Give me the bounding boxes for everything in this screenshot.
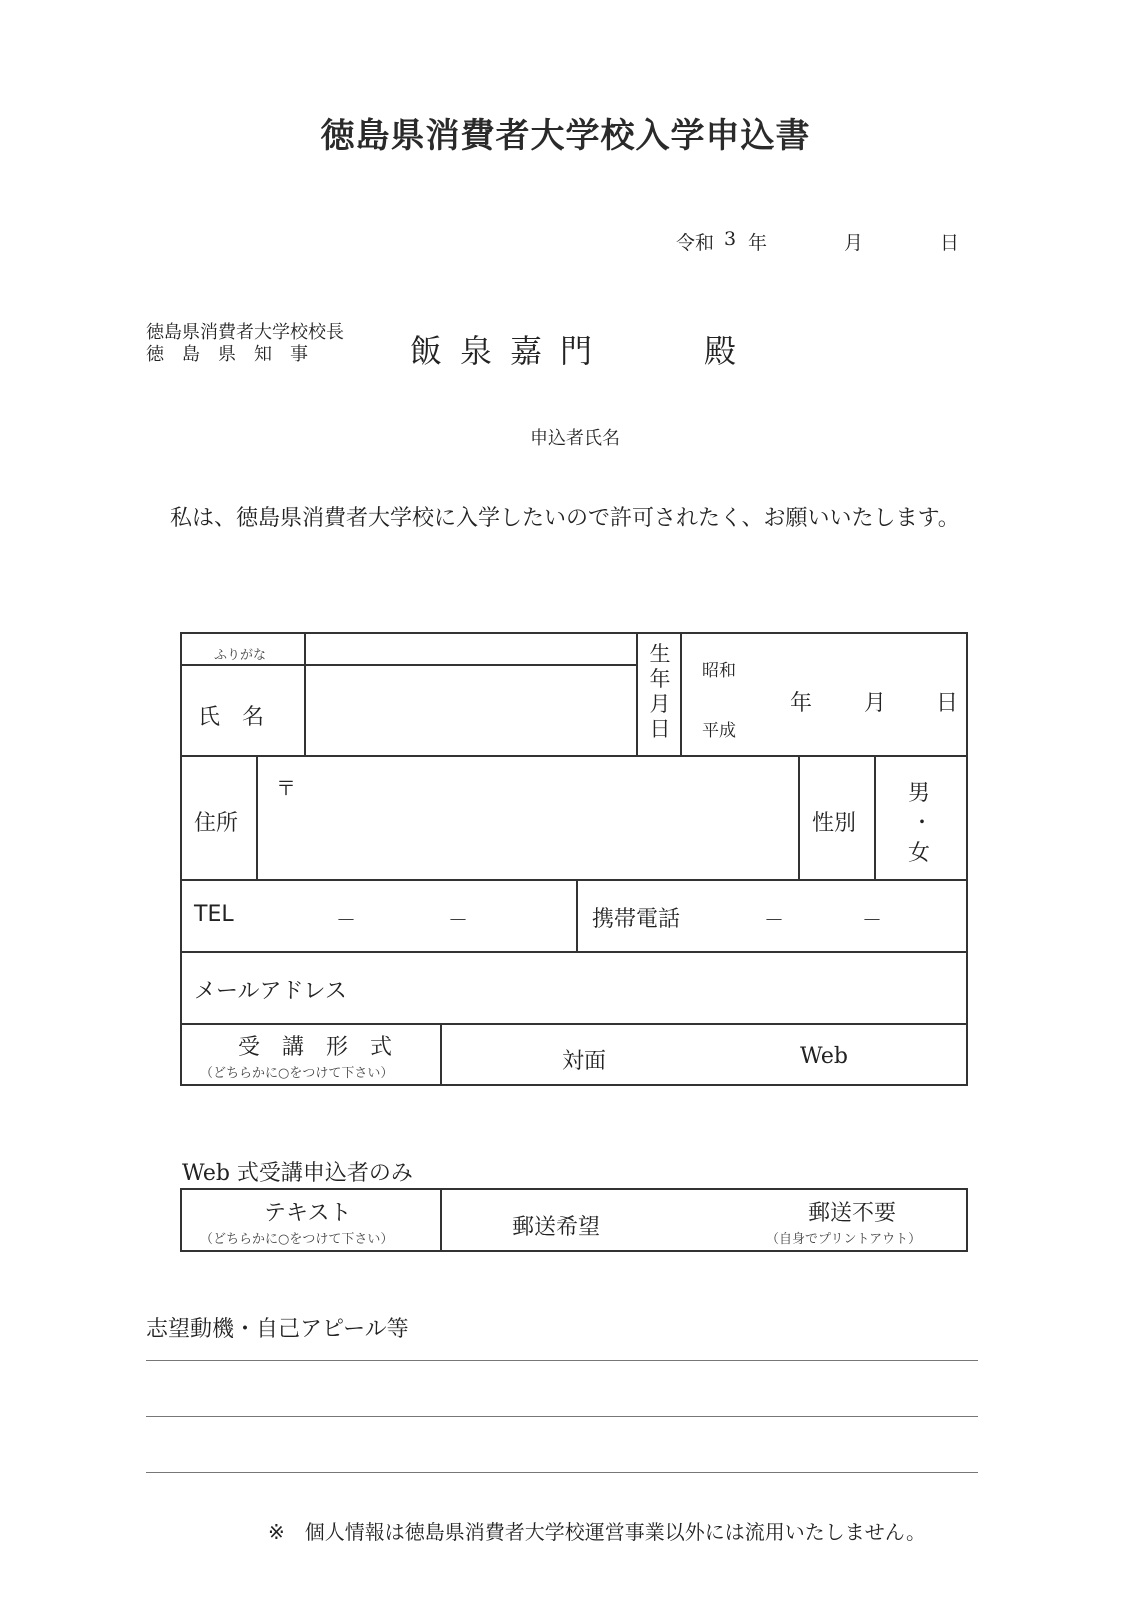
text-option-no-mail[interactable]: 郵送不要	[808, 1201, 897, 1226]
date-day-label: 日	[940, 232, 960, 254]
date-era: 令和	[676, 232, 715, 254]
mobile-dash-2: －	[862, 908, 882, 932]
col-divider	[440, 1023, 442, 1086]
gender-female[interactable]: 女	[908, 841, 931, 866]
motivation-label: 志望動機・自己アピール等	[146, 1317, 409, 1342]
course-format-label: 受 講 形 式	[238, 1035, 393, 1060]
date-year: 3	[724, 228, 737, 250]
tel-dash-1: －	[336, 908, 356, 932]
address-field[interactable]	[258, 757, 796, 877]
date-year-label: 年	[748, 232, 768, 254]
gender-male[interactable]: 男	[908, 781, 931, 806]
date-month-label: 月	[844, 232, 864, 254]
postal-mark: 〒	[276, 776, 296, 800]
col-divider	[576, 879, 578, 951]
mobile-label: 携帯電話	[592, 907, 681, 932]
birth-month-label: 月	[864, 691, 887, 716]
addressee-honorific: 殿	[704, 332, 737, 370]
text-note: （どちらかに○をつけて下さい）	[200, 1232, 394, 1247]
course-option-web[interactable]: Web	[800, 1044, 848, 1069]
birth-year-label: 年	[790, 691, 813, 716]
text-option-no-mail-note: （自身でプリントアウト）	[766, 1232, 922, 1247]
course-format-note: （どちらかに○をつけて下さい）	[200, 1066, 394, 1081]
furigana-field[interactable]	[306, 636, 634, 664]
col-divider	[798, 755, 800, 879]
tel-field[interactable]	[182, 881, 574, 949]
mobile-dash-1: －	[764, 908, 784, 932]
request-text: 私は、徳島県消費者大学校に入学したいので許可されたく、お願いいたします。	[170, 506, 960, 531]
address-label: 住所	[194, 811, 239, 836]
birth-date-label: 生 年 月 日	[649, 642, 671, 741]
col-divider	[874, 755, 876, 879]
email-field[interactable]	[380, 953, 966, 1021]
email-label: メールアドレス	[194, 979, 347, 1004]
addressee-title-2: 徳 島 県 知 事	[146, 344, 308, 365]
page-title: 徳島県消費者大学校入学申込書	[320, 116, 811, 156]
text-label: テキスト	[264, 1201, 352, 1226]
addressee-title-1: 徳島県消費者大学校校長	[146, 322, 344, 343]
gender-label: 性別	[812, 811, 857, 836]
motivation-line[interactable]	[146, 1416, 978, 1417]
text-option-mail[interactable]: 郵送希望	[512, 1215, 601, 1240]
col-divider	[440, 1188, 442, 1252]
course-option-in-person[interactable]: 対面	[562, 1049, 607, 1074]
col-divider	[636, 632, 638, 755]
name-label: 氏 名	[198, 705, 265, 730]
motivation-line[interactable]	[146, 1472, 978, 1473]
mobile-field[interactable]	[700, 881, 966, 949]
name-field[interactable]	[306, 666, 634, 754]
era-showa[interactable]: 昭和	[702, 661, 736, 681]
furigana-label: ふりがな	[214, 648, 267, 663]
motivation-line[interactable]	[146, 1360, 978, 1361]
era-heisei[interactable]: 平成	[702, 721, 736, 741]
birth-day-label: 日	[936, 691, 959, 716]
gender-separator: ・	[912, 810, 932, 834]
col-divider	[680, 632, 682, 755]
tel-dash-2: －	[448, 908, 468, 932]
row-divider	[180, 1023, 968, 1025]
applicant-name-label: 申込者氏名	[530, 428, 620, 449]
tel-label: TEL	[194, 902, 234, 927]
addressee-name: 飯泉嘉門	[410, 332, 611, 370]
privacy-note: ※ 個人情報は徳島県消費者大学校運営事業以外には流用いたしません。	[268, 1520, 926, 1544]
web-section-heading: Web 式受講申込者のみ	[182, 1161, 413, 1186]
